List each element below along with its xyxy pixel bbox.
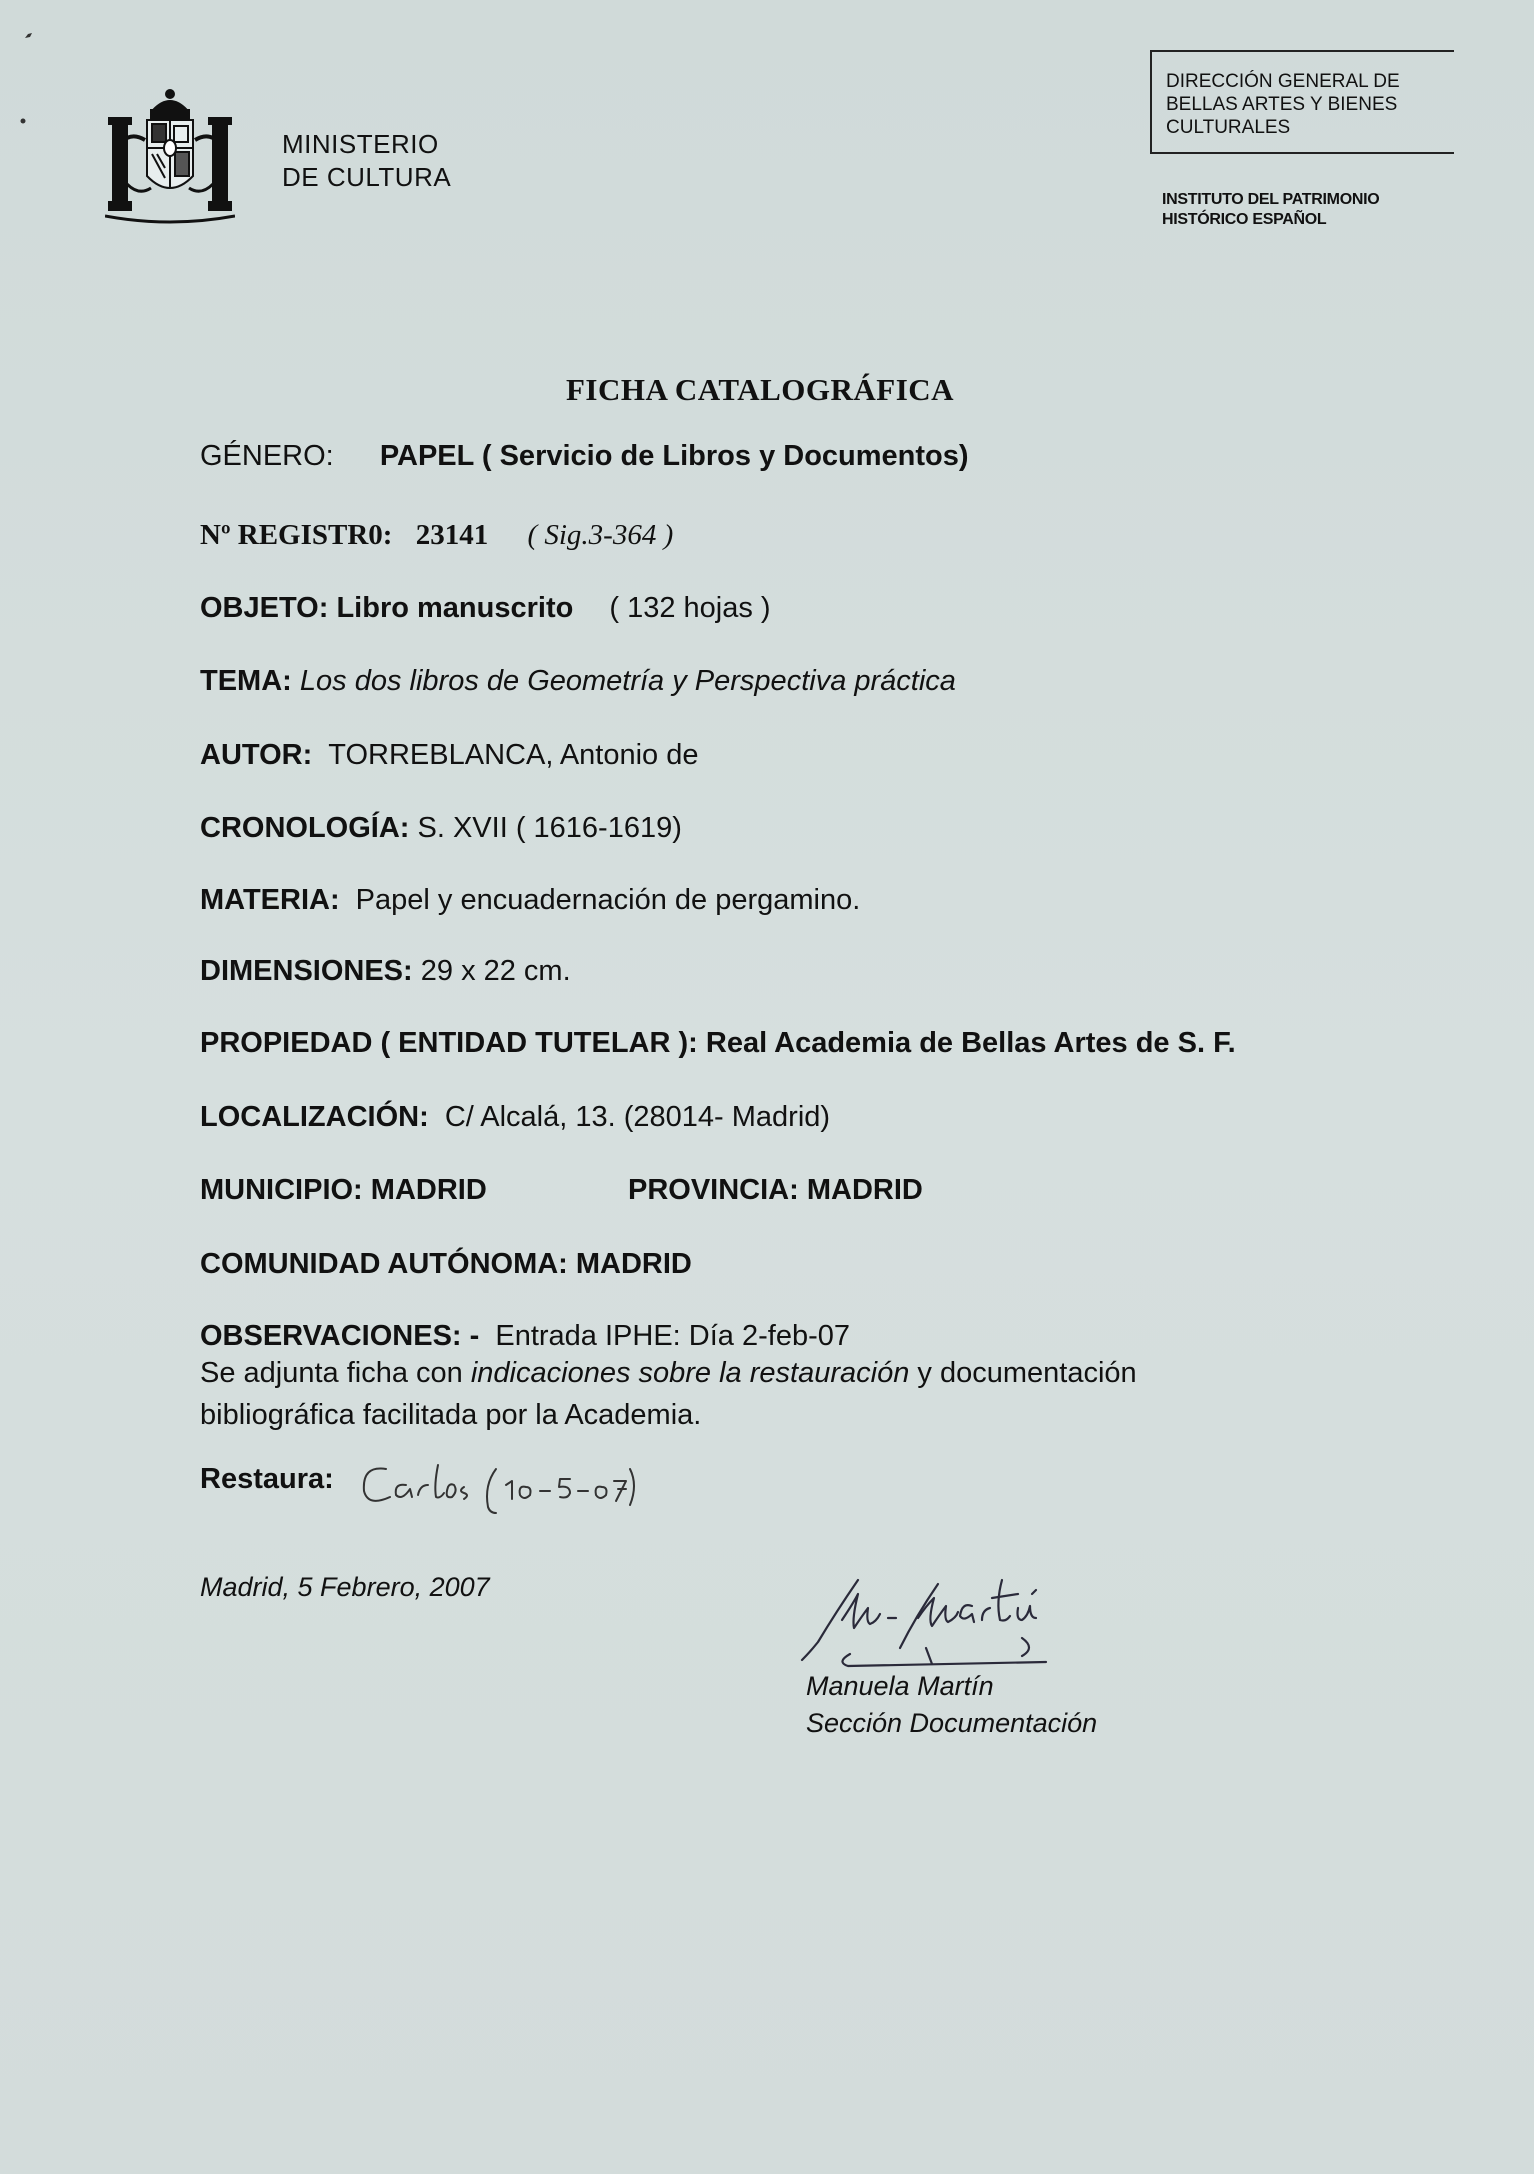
observaciones-text [200, 1352, 1137, 1436]
genero-row [200, 440, 969, 473]
observaciones-value: Entrada IPHE: Día 2-feb-07 [495, 1320, 850, 1352]
propiedad-row [200, 1027, 1236, 1060]
objeto-row [200, 592, 771, 625]
registro-row [200, 519, 673, 552]
objeto-extra: ( 132 hojas ) [609, 592, 771, 624]
page-title-text: FICHA CATALOGRÁFICA [565, 372, 955, 407]
municipio-label: MUNICIPIO: [200, 1174, 363, 1206]
genero-label: GÉNERO: [200, 440, 334, 472]
registro-value: 23141 [415, 519, 489, 551]
tema-value: Los dos libros de Geometría y Perspectiva práctica [299, 665, 956, 697]
cronologia-value: S. XVII ( 1616-1619) [417, 812, 682, 844]
dimensiones-value: 29 x 22 cm. [420, 955, 571, 987]
scan-speck [20, 118, 26, 124]
handwritten-restaura-note [356, 1455, 636, 1517]
direccion-line-1: DIRECCIÓN GENERAL DE [1166, 71, 1400, 92]
localizacion-label: LOCALIZACIÓN: [200, 1101, 429, 1133]
signer-block [806, 1668, 1097, 1742]
localizacion-value: C/ Alcalá, 13. (28014- Madrid) [444, 1101, 831, 1133]
page-title [0, 372, 1534, 408]
obs-text-b: indicaciones sobre la restauración [470, 1357, 910, 1389]
observaciones-line-3: bibliográfica facilitada por la Academia. [200, 1399, 702, 1431]
direccion-general-box [1150, 50, 1454, 154]
materia-value: Papel y encuadernación de pergamino. [355, 884, 861, 916]
municipio-row [200, 1174, 487, 1207]
autor-row [200, 739, 699, 772]
place-and-date: Madrid, 5 Febrero, 2007 [200, 1572, 490, 1602]
instituto-line-1: INSTITUTO DEL PATRIMONIO [1162, 191, 1380, 208]
observaciones-row [200, 1320, 850, 1353]
restaura-label: Restaura: [200, 1463, 334, 1495]
ministry-line-2: DE CULTURA [282, 162, 452, 192]
dimensiones-row [200, 955, 571, 988]
localizacion-row [200, 1101, 830, 1134]
ministry-name [282, 128, 451, 194]
instituto-name [1162, 190, 1379, 230]
objeto-value: Libro manuscrito [336, 592, 574, 624]
provincia-label: PROVINCIA: [628, 1174, 799, 1206]
cronologia-label: CRONOLOGÍA: [200, 812, 410, 844]
cronologia-row [200, 812, 682, 845]
ministry-line-1: MINISTERIO [282, 129, 439, 159]
objeto-label: OBJETO: [200, 592, 329, 624]
registro-label: Nº REGISTR0: [200, 519, 393, 551]
propiedad-label: PROPIEDAD ( ENTIDAD TUTELAR ): [200, 1027, 698, 1059]
obs-text-c: y documentación [909, 1357, 1137, 1389]
signer-section: Sección Documentación [806, 1708, 1098, 1738]
instituto-line-2: HISTÓRICO ESPAÑOL [1162, 211, 1327, 228]
comunidad-row [200, 1248, 692, 1281]
observaciones-label: OBSERVACIONES: - [200, 1320, 480, 1352]
genero-value: PAPEL ( Servicio de Libros y Documentos) [379, 440, 969, 472]
scan-speck [24, 32, 34, 40]
coat-of-arms-icon [105, 88, 235, 228]
signature-drawing [796, 1572, 1146, 1678]
obs-text-a: Se adjunta ficha con [200, 1357, 471, 1389]
municipio-value: MADRID [370, 1174, 487, 1206]
observaciones-line-2 [200, 1352, 1137, 1394]
comunidad-value: MADRID [575, 1248, 692, 1280]
direccion-line-3: CULTURALES [1166, 117, 1291, 138]
tema-label: TEMA: [200, 665, 292, 697]
dimensiones-label: DIMENSIONES: [200, 955, 413, 987]
propiedad-value: Real Academia de Bellas Artes de S. F. [705, 1027, 1236, 1059]
provincia-row [628, 1174, 923, 1207]
tema-row [200, 665, 956, 698]
provincia-value: MADRID [806, 1174, 923, 1206]
direccion-line-2: BELLAS ARTES Y BIENES [1166, 94, 1398, 115]
materia-row [200, 884, 860, 917]
comunidad-label: COMUNIDAD AUTÓNOMA: [200, 1248, 568, 1280]
autor-label: AUTOR: [200, 739, 313, 771]
signer-name: Manuela Martín [806, 1671, 994, 1701]
autor-value: TORREBLANCA, Antonio de [328, 739, 699, 771]
materia-label: MATERIA: [200, 884, 340, 916]
registro-signature: ( Sig.3-364 ) [527, 519, 674, 551]
